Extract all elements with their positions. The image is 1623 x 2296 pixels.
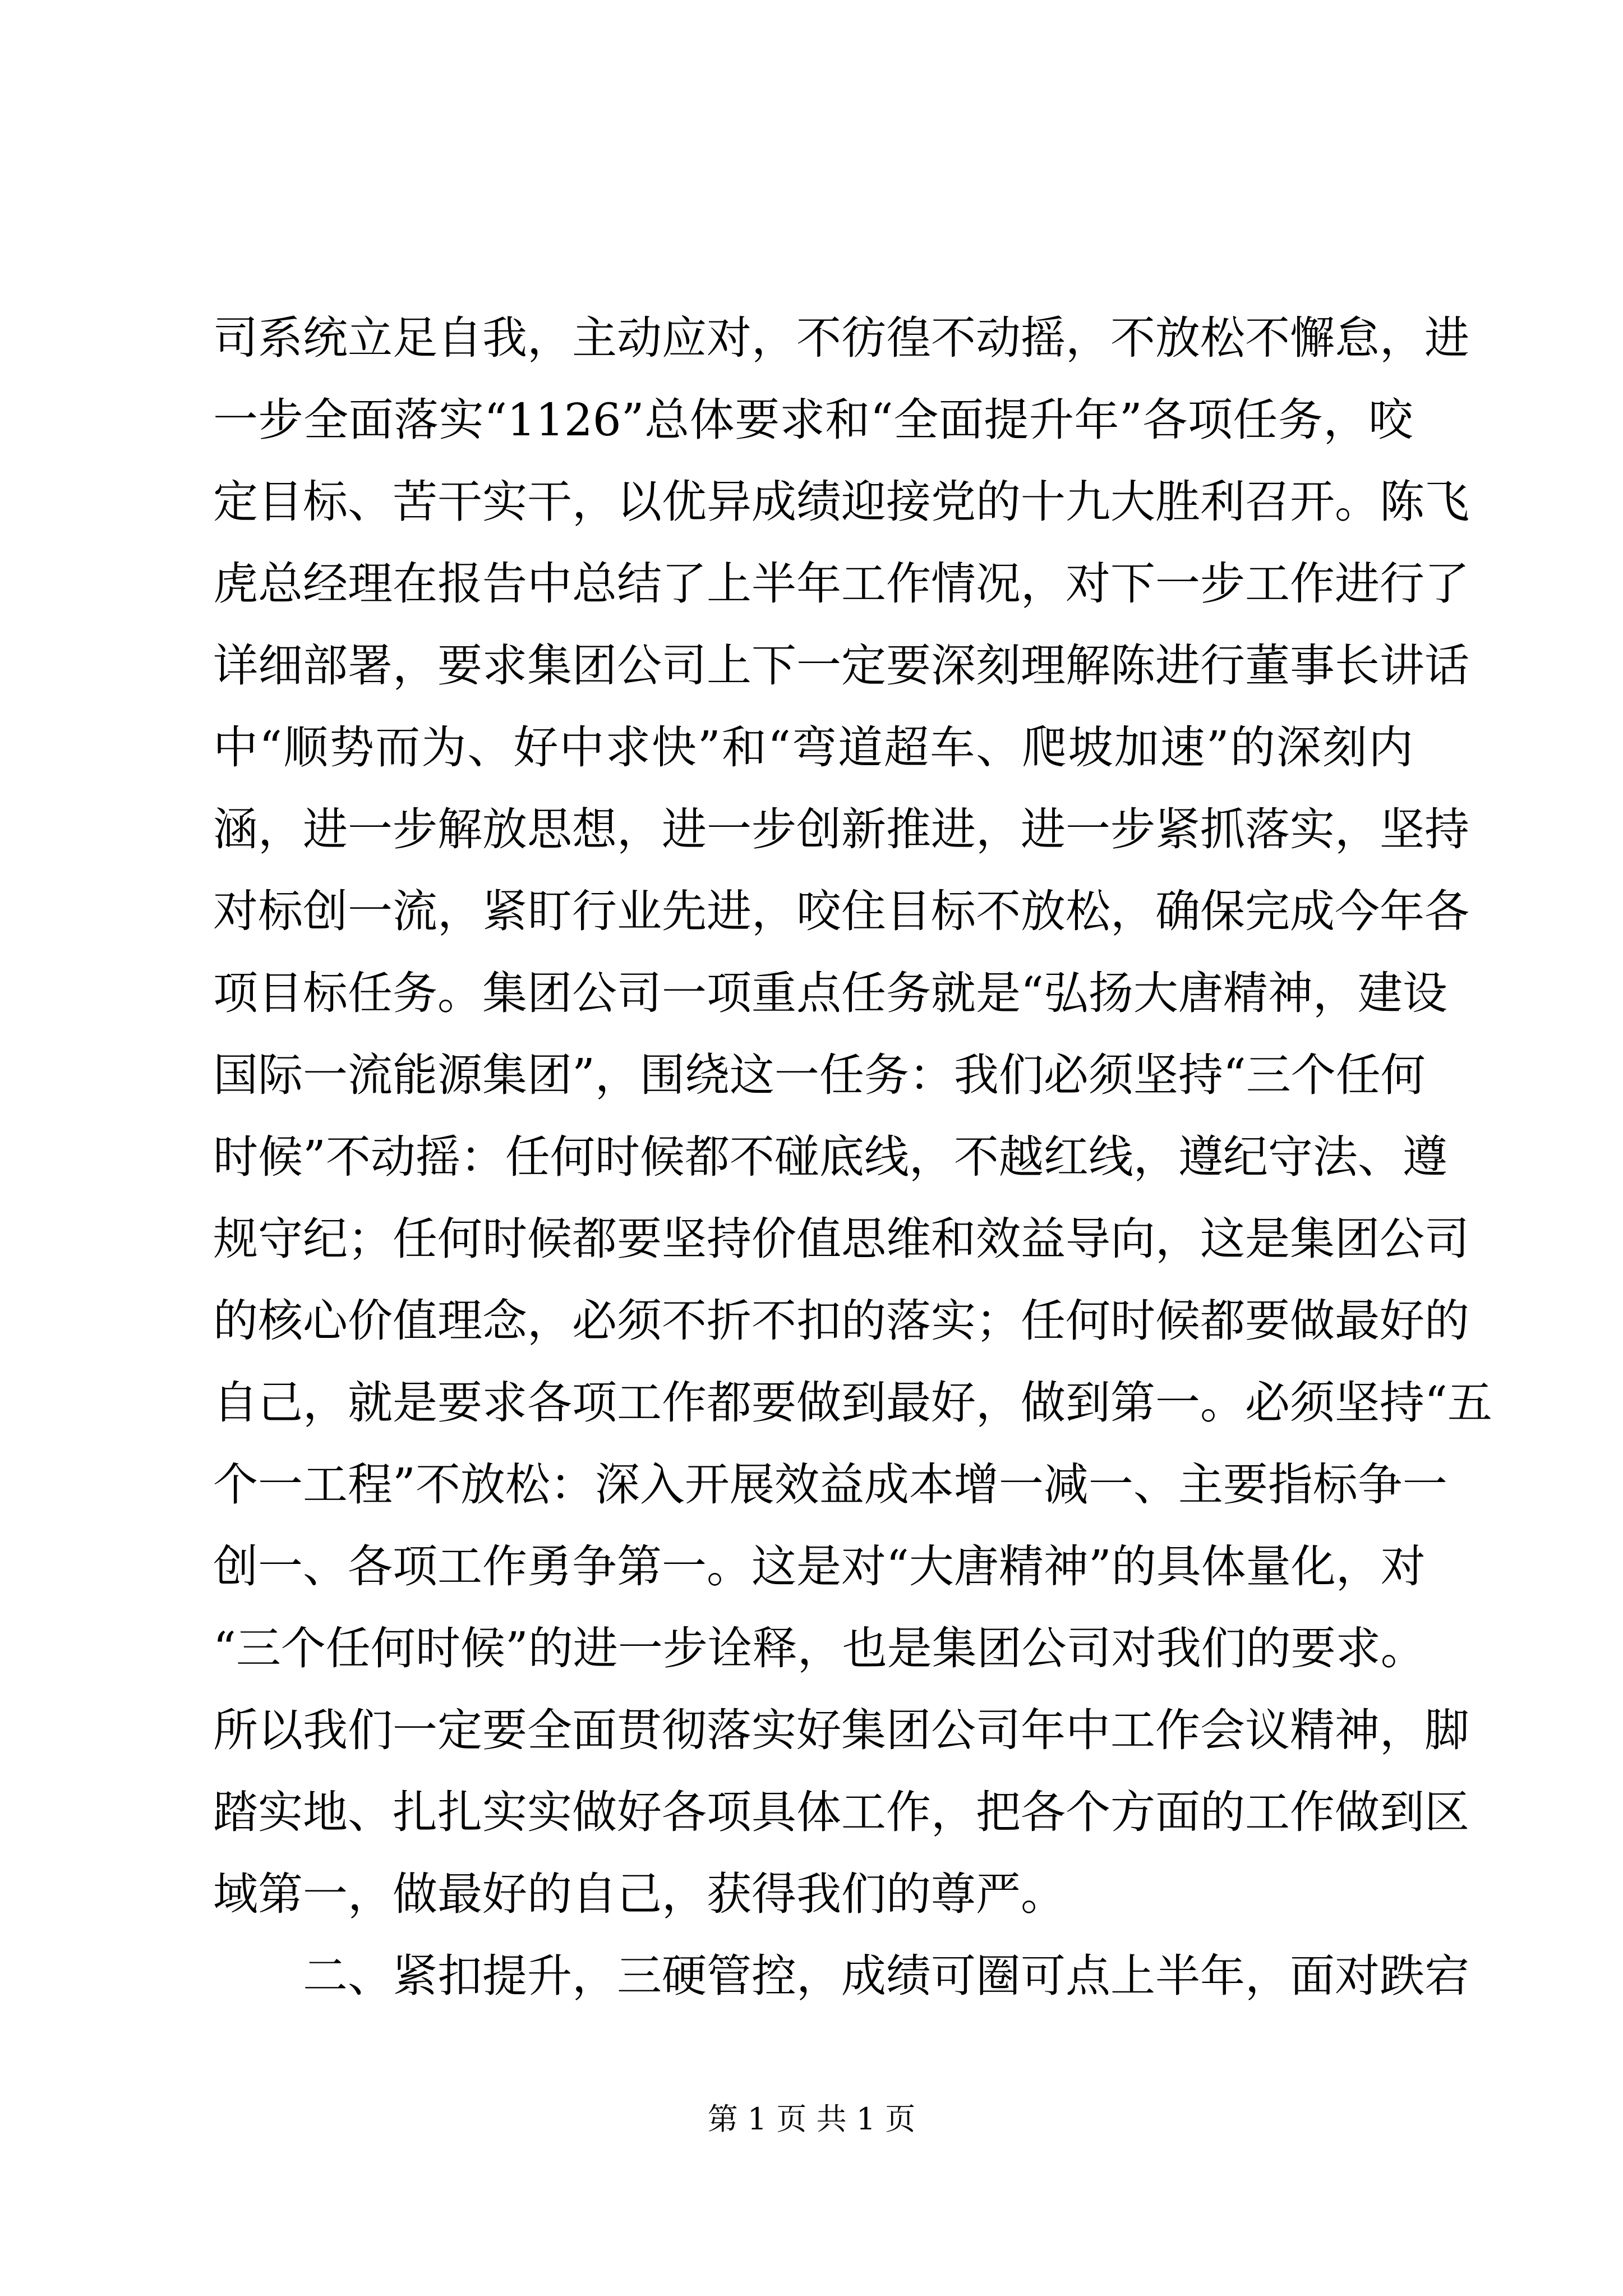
text-line: “三个任何时候”的进一步诠释，也是集团公司对我们的要求。 xyxy=(213,1622,1426,1674)
text-line: 对标创一流，紧盯行业先进，咬住目标不放松，确保完成今年各 xyxy=(213,885,1469,937)
text-line: 创一、各项工作勇争第一。这是对“大唐精神”的具体量化，对 xyxy=(213,1540,1426,1593)
text-line: 一步全面落实“1126”总体要求和“全面提升年”各项任务，咬 xyxy=(213,394,1413,446)
text-line: 自己，就是要求各项工作都要做到最好，做到第一。必须坚持“五 xyxy=(213,1377,1492,1429)
section-heading-line: 二、紧扣提升，三硬管控，成绩可圈可点上半年，面对跌宕 xyxy=(303,1950,1469,2002)
text-line: 个一工程”不放松：深入开展效益成本增一减一、主要指标争一 xyxy=(213,1458,1447,1511)
text-line: 项目标任务。集团公司一项重点任务就是“弘扬大唐精神，建设 xyxy=(213,967,1447,1019)
text-line: 所以我们一定要全面贯彻落实好集团公司年中工作会议精神，脚 xyxy=(213,1704,1469,1756)
text-line: 定目标、苦干实干，以优异成绩迎接党的十九大胜利召开。陈飞 xyxy=(213,476,1469,528)
text-line: 域第一，做最好的自己，获得我们的尊严。 xyxy=(213,1868,1066,1920)
text-line: 的核心价值理念，必须不折不扣的落实；任何时候都要做最好的 xyxy=(213,1295,1469,1347)
text-line: 详细部署，要求集团公司上下一定要深刻理解陈进行董事长讲话 xyxy=(213,639,1469,692)
text-line: 踏实地、扎扎实实做好各项具体工作，把各个方面的工作做到区 xyxy=(213,1786,1469,1838)
text-line: 规守纪；任何时候都要坚持价值思维和效益导向，这是集团公司 xyxy=(213,1213,1469,1265)
text-line: 中“顺势而为、好中求快”和“弯道超车、爬坡加速”的深刻内 xyxy=(213,721,1413,774)
text-line: 时候”不动摇：任何时候都不碰底线，不越红线，遵纪守法、遵 xyxy=(213,1131,1447,1183)
body-text xyxy=(213,297,1492,2017)
text-line: 司系统立足自我，主动应对，不彷徨不动摇，不放松不懈怠，进 xyxy=(213,312,1469,364)
text-line: 涵，进一步解放思想，进一步创新推进，进一步紧抓落实，坚持 xyxy=(213,803,1469,855)
text-line: 国际一流能源集团”，围绕这一任务：我们必须坚持“三个任何 xyxy=(213,1049,1426,1101)
page-footer xyxy=(0,2097,1623,2142)
text-line: 虎总经理在报告中总结了上半年工作情况，对下一步工作进行了 xyxy=(213,558,1469,610)
page-number-label: 第 1 页 共 1 页 xyxy=(707,2101,916,2137)
